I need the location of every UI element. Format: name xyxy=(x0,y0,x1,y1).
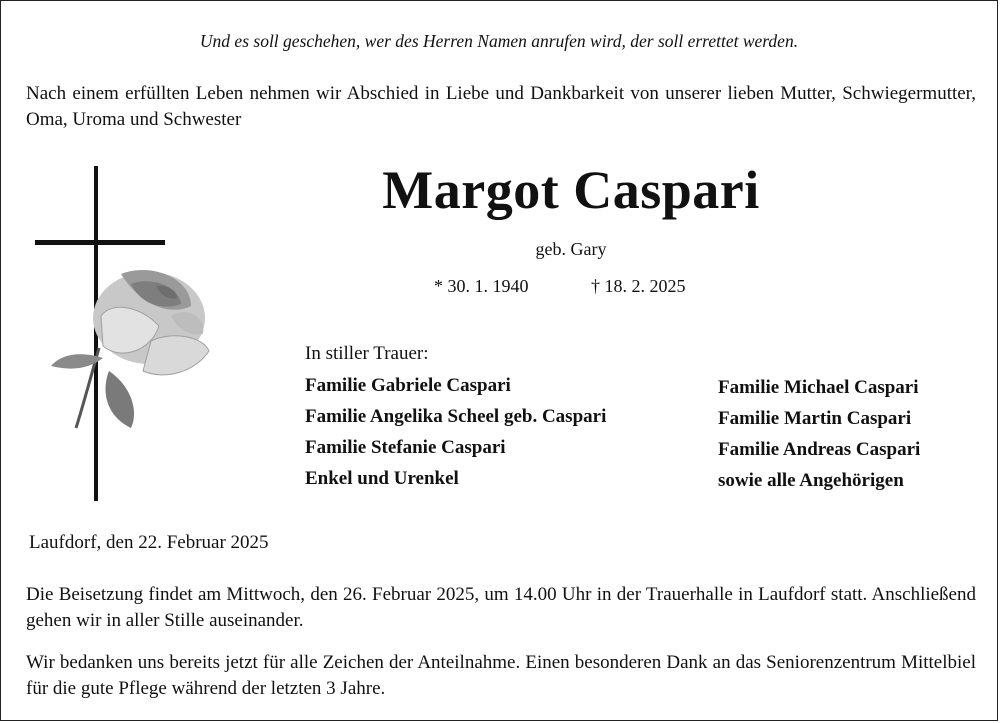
family-entry: Familie Angelika Scheel geb. Caspari xyxy=(305,406,607,427)
thanks-text: Wir bedanken uns bereits jetzt für alle Zeichen der Anteilnahme. Einen besonderen Dank an das Seniorenzentrum Mittelbiel für die gute Pflege während der letzten 3 Jahre. xyxy=(26,652,976,699)
intro-text: Nach einem erfüllten Leben nehmen wir Abschied in Liebe und Dankbarkeit von unserer lieben Mutter, Schwiegermutter, Oma, Uroma und Schwester xyxy=(26,83,976,130)
family-list-right xyxy=(718,372,920,496)
funeral-info: Die Beisetzung findet am Mittwoch, den 26. Februar 2025, um 14.00 Uhr in der Trauerhalle in Laufdorf statt. Anschließend gehen wir in aller Stille auseinander. xyxy=(26,584,976,631)
family-entry: Familie Michael Caspari xyxy=(718,377,919,398)
rose-icon xyxy=(51,270,209,428)
death-date: † 18. 2. 2025 xyxy=(591,276,686,296)
mourning-label: In stiller Trauer: xyxy=(305,343,429,364)
family-entry: Enkel und Urenkel xyxy=(305,468,459,489)
birth-date: * 30. 1. 1940 xyxy=(434,276,529,296)
family-entry: Familie Martin Caspari xyxy=(718,408,912,429)
family-entry: Familie Stefanie Caspari xyxy=(305,437,506,458)
family-entry: sowie alle Angehörigen xyxy=(718,470,904,491)
deceased-name: Margot Caspari xyxy=(382,160,760,220)
family-entry: Familie Gabriele Caspari xyxy=(305,375,511,396)
place-date: Laufdorf, den 22. Februar 2025 xyxy=(29,532,269,553)
bible-verse: Und es soll geschehen, wer des Herren Namen anrufen wird, der soll errettet werden. xyxy=(199,31,799,51)
maiden-name: geb. Gary xyxy=(535,239,607,259)
family-entry: Familie Andreas Caspari xyxy=(718,439,921,460)
cross-rose-emblem xyxy=(31,166,211,506)
family-list-left xyxy=(305,370,606,494)
